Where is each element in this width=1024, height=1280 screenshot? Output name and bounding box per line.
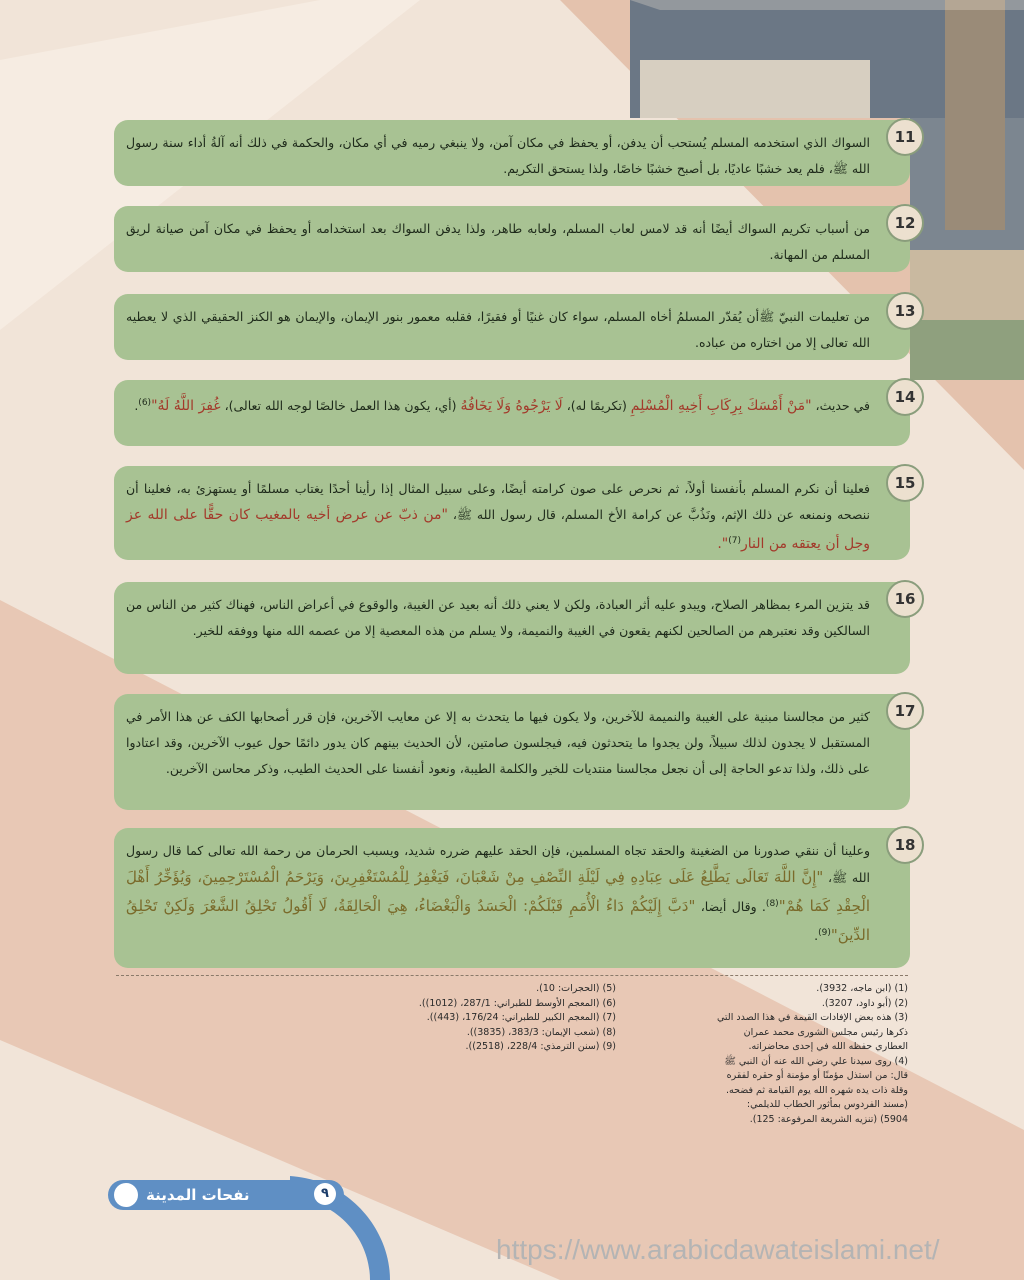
- hadith-quote: "دَبَّ إِلَيْكُمْ دَاءُ الْأُمَمِ قَبْلَكُمْ: الْحَسَدُ وَالْبَغْضَاءُ، هِيَ الْحَالِقَةُ، لَا أَقُولُ تَحْلِقُ الشَّعْرَ وَلَكِنْ تَحْلِقُ الدِّينَ": [126, 897, 870, 945]
- tip-text: من أسباب تكريم السواك أيضًا أنه قد لامس لعاب المسلم، ولعابه طاهر، ولذا يدفن السواك بعد استخدامه أو يحفظ في مكان آمن صيانة لريق المسلم من المهانة.: [126, 221, 870, 262]
- tip-text: قد يتزين المرء بمظاهر الصلاح، ويبدو عليه أثر العبادة، ولكن لا يعني ذلك أنه بعيد عن الغيبة، والوقوع في أعراض الناس، فهناك كثير من الناس من السالكين وقد نعتبرهم من الصالحين لكنهم يقعون في الغيبة والنميمة، ولا يسلم من هذه المعصية إلا من عصمه الله منها ووفقه للخير.: [126, 597, 870, 638]
- footnotes-right-column: [694, 982, 908, 1127]
- footnote: العطاري حفظه الله في إحدى محاضراته.: [748, 1041, 908, 1052]
- footnotes-left-column: [376, 982, 616, 1055]
- hadith-quote: "من ذبّ عن عرض أخيه بالمغيب كان حقًّا على الله عز وجل أن يعتقه من النار: [126, 507, 870, 553]
- footnote: (2) (أبو داود، 3207).: [821, 997, 908, 1009]
- footnote: (7) (المعجم الكبير للطبراني: 176/24، (443)).: [426, 1012, 616, 1023]
- footnote: (9) (سنن الترمذي: 228/4، (2518)).: [465, 1041, 616, 1052]
- magazine-brand-bar: [108, 1180, 344, 1210]
- footnote-ref: (9): [818, 928, 831, 939]
- hadith-quote-end: ".: [717, 536, 729, 553]
- hadith-quote: "مَنْ أَمْسَكَ بِرِكَابِ أَخِيهِ الْمُسْلِمِ: [630, 398, 812, 415]
- tip-number-badge: 17: [886, 692, 924, 730]
- tip-text-part: .: [134, 398, 139, 414]
- tip-number-badge: 11: [886, 118, 924, 156]
- hadith-quote: غُفِرَ اللَّهُ لَهُ": [151, 398, 221, 415]
- footnote: (3) هذه بعض الإفادات القيمة في هذا الصدد التي: [717, 1012, 908, 1023]
- tip-number-badge: 18: [886, 826, 924, 864]
- tip-text: [126, 390, 870, 419]
- tip-text-part: . وقال أيضا،: [695, 899, 766, 915]
- tip-text: السواك الذي استخدمه المسلم يُستحب أن يدفن، أو يحفظ في مكان آمن، ولا ينبغي رميه في أي مكان، والحكمة في ذلك أنه آلةُ أداء سنة رسول الله ﷺ، فلم يعد خشبًا عاديًا، بل أصبح خشبًا خاصًا، ولذا يستحق التكريم.: [126, 135, 870, 176]
- tip-card-16: [114, 582, 916, 674]
- footnote: (مسند الفردوس بمأثور الخطاب للديلمي:: [746, 1099, 908, 1110]
- footnote: وقلة ذات يده شهره الله يوم القيامة ثم فضحه.: [726, 1084, 908, 1096]
- footnote-ref: (6): [138, 398, 152, 408]
- tip-card-14: [114, 380, 916, 446]
- hadith-quote: لَا يَرْجُوهُ وَلَا يَخَافُهُ: [460, 398, 563, 415]
- footnote-divider: [116, 975, 908, 976]
- tip-text-part: (أي، يكون هذا العمل خالصًا لوجه الله تعالى)،: [220, 398, 461, 414]
- tip-number-badge: 14: [886, 378, 924, 416]
- tip-card-18: [114, 828, 916, 968]
- footnote: (4) روى سيدنا علي رضي الله عنه أن النبي ﷺ: [724, 1055, 908, 1067]
- footnote: (5) (الحجرات: 10).: [536, 983, 616, 994]
- tip-number-badge: 12: [886, 204, 924, 242]
- footnote: 5904) (تنزيه الشريعة المرفوعة: 125).: [749, 1113, 908, 1125]
- tip-number-badge: 13: [886, 292, 924, 330]
- tip-text: كثير من مجالسنا مبنية على الغيبة والنميمة للآخرين، ولا يكون فيها ما يتحدث به إلا عن معايب الآخرين، فإن قرر أصحابها الكف عن هذا الأمر في المستقبل لا يجدون لذلك سبيلاً، ولن يجدوا ما يتحدثون فيه، فيجلسون صامتين، لأن الحديث بينهم كان يدور دائمًا حول عيوب الآخرين، وقد اعتادوا على ذلك، ولذا تدعو الحاجة إلى أن نجعل مجالسنا منتديات للخير والكلمة الطيبة، ونعود أنفسنا على الحديث الطيب، وذكر محاسن الآخرين.: [126, 709, 870, 776]
- watermark-url: https://www.arabicdawateislami.net/: [496, 1234, 940, 1265]
- footnote: (8) (شعب الإيمان: 383/3، (3835)).: [466, 1026, 616, 1038]
- tip-card-15: [114, 466, 916, 560]
- tip-text-part: في حديث،: [811, 398, 870, 414]
- tip-card-12: [114, 206, 916, 272]
- page-number: ٩: [314, 1183, 336, 1205]
- tip-card-17: [114, 694, 916, 810]
- magazine-title: نفحات المدينة: [146, 1186, 250, 1204]
- tip-text-part: (تكريمًا له)،: [562, 398, 631, 414]
- tip-text-part: وعلينا أن ننقي صدورنا من الضغينة والحقد تجاه المسلمين، فإن الحقد عليهم ضرره شديد، ويسبب الحرمان من رحمة الله تعالى كما قال رسول الله ﷺ،: [126, 843, 871, 885]
- tip-number-badge: 15: [886, 464, 924, 502]
- tip-text: [126, 838, 870, 949]
- footnote: (6) (المعجم الأوسط للطبراني: 287/1، (1012)).: [418, 997, 616, 1009]
- footnote: (1) (ابن ماجه، 3932).: [816, 983, 908, 994]
- tip-text: من تعليمات النبيّ ﷺأن يُقدّر المسلمُ أخاه المسلم، سواء كان غنيًا أو فقيرًا، فقلبه معمور بنور الإيمان، والإيمان هو الكنز الحقيقي الذي لا يعطيه الله تعالى إلا من اختاره من عباده.: [126, 309, 870, 350]
- footnote-ref: (8): [765, 899, 779, 909]
- tip-text: [126, 476, 870, 557]
- hadith-quote: "إِنَّ اللَّهَ تَعَالَى يَطَّلِعُ عَلَى عِبَادِهِ فِي لَيْلَةِ النِّصْفِ مِنْ شَعْبَانَ، فَيَغْفِرُ لِلْمُسْتَغْفِرِينَ، وَيَرْحَمُ الْمُسْتَرْحِمِينَ، وَيُؤَخِّرُ أَهْلَ الْحِقْدِ كَمَا هُمْ": [126, 868, 871, 916]
- tip-number-badge: 16: [886, 580, 924, 618]
- footnote-ref: (7): [728, 536, 741, 546]
- tip-text-part: فعلينا أن نكرم المسلم بأنفسنا أولاً، ثم نحرص على صون كرامته أيضًا، وعلى سبيل المثال إذا رأينا أحدًا يغتاب مسلمًا أو يستهزئ به، فعلينا أن ننصحه ونمنعه عن ذلك الإثم، ونَذُبَّ عن كرامة الأخ المسلم، قال رسول الله ﷺ،: [126, 481, 870, 522]
- footnote: ذكرها رئيس مجلس الشورى محمد عمران: [743, 1026, 908, 1038]
- tip-card-13: [114, 294, 916, 360]
- tip-card-11: [114, 120, 916, 186]
- footnote: قال: من استذل مؤمنًا أو مؤمنة أو حقره لفقره: [726, 1070, 908, 1081]
- magazine-logo-icon: [114, 1183, 138, 1207]
- tip-text-part: .: [814, 928, 819, 944]
